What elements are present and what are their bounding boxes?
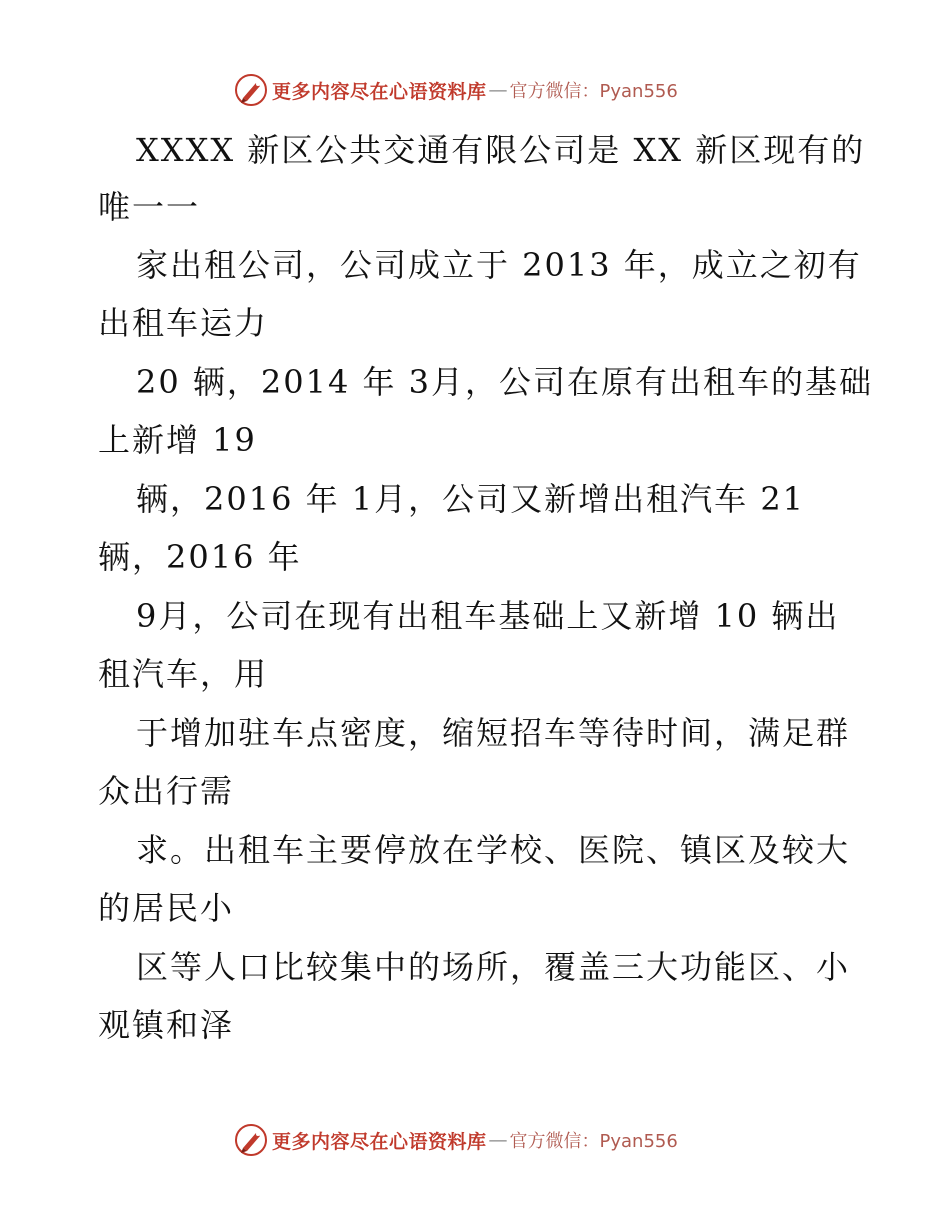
paragraph-line: 众出行需	[98, 772, 235, 810]
pen-logo-icon	[234, 73, 268, 107]
paragraph-line: 辆，2016 年 1月，公司又新增出租汽车 21	[136, 480, 806, 518]
paragraph-line: 家出租公司，公司成立于 2013 年，成立之初有	[136, 246, 862, 284]
paragraph-line: 观镇和泽	[98, 1006, 235, 1044]
paragraph-line: 20 辆，2014 年 3月，公司在原有出租车的基础	[136, 363, 874, 401]
banner-contact-text: 官方微信：Pyan556	[509, 1131, 678, 1152]
paragraph-line: XXXX 新区公共交通有限公司是 XX 新区现有的	[136, 131, 866, 169]
paragraph-line: 出租车运力	[98, 304, 269, 342]
paragraph-line: 9月，公司在现有出租车基础上又新增 10 辆出	[136, 597, 840, 635]
header-banner	[234, 72, 678, 108]
paragraph-line: 上新增 19	[98, 421, 257, 459]
pen-logo-icon	[234, 1123, 268, 1157]
footer-banner	[234, 1122, 678, 1158]
banner-dash: —	[488, 1129, 508, 1151]
banner-contact-text: 官方微信：Pyan556	[509, 81, 678, 102]
banner-brand-text: 更多内容尽在心语资料库	[272, 80, 487, 103]
banner-brand-text: 更多内容尽在心语资料库	[272, 1130, 487, 1153]
paragraph-line: 辆，2016 年	[98, 538, 302, 576]
paragraph-line: 求。出租车主要停放在学校、医院、镇区及较大	[136, 831, 851, 869]
paragraph-line: 区等人口比较集中的场所，覆盖三大功能区、小	[136, 948, 851, 986]
paragraph-line: 唯一一	[98, 188, 201, 226]
paragraph-line: 于增加驻车点密度，缩短招车等待时间，满足群	[136, 714, 851, 752]
paragraph-line: 的居民小	[98, 889, 235, 927]
banner-dash: —	[488, 79, 508, 101]
paragraph-line: 租汽车，用	[98, 655, 269, 693]
